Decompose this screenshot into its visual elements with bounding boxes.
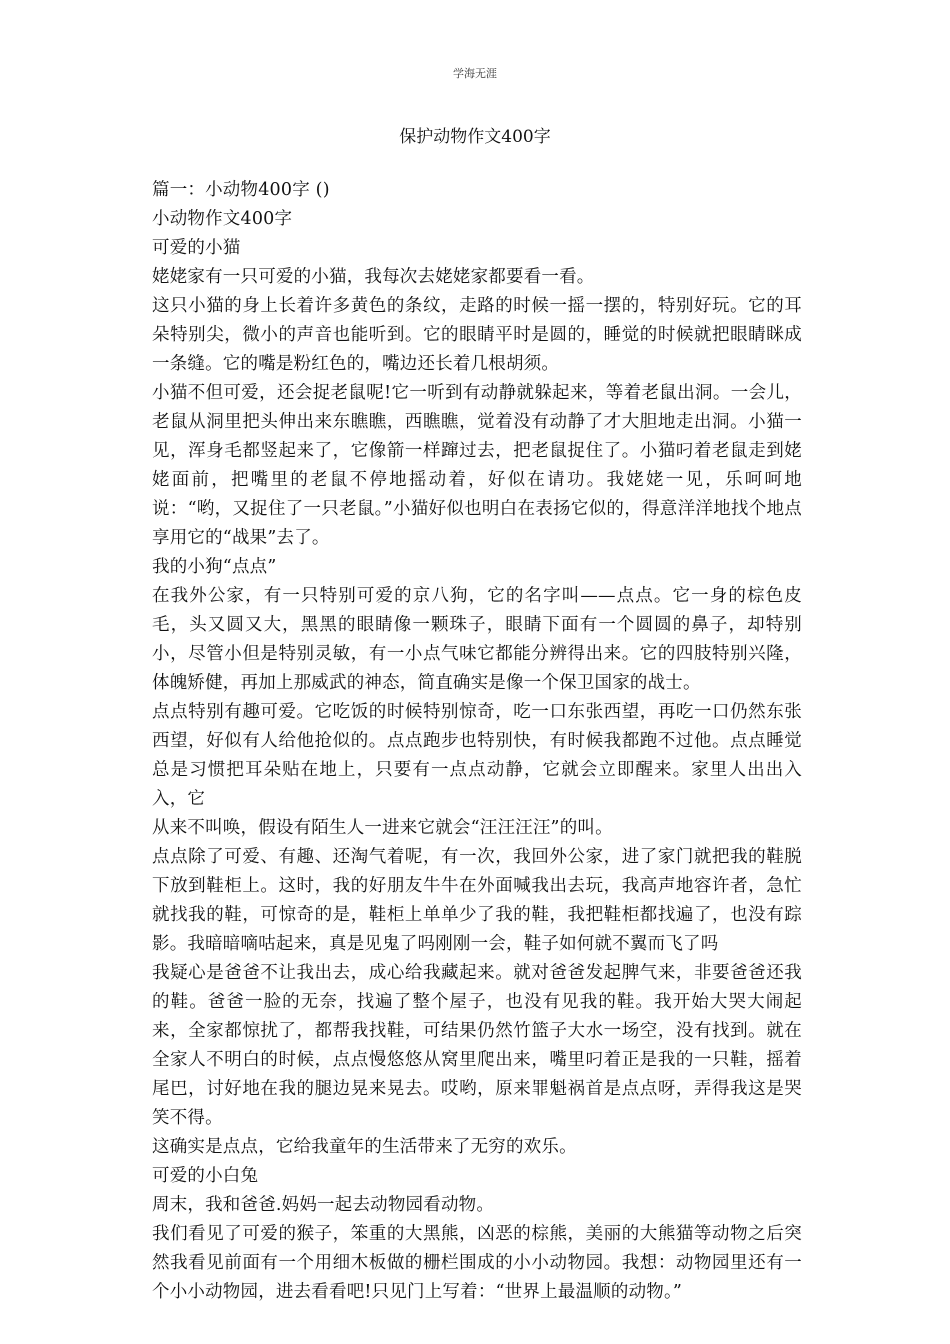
paragraph: 我的小狗“点点” [152, 557, 277, 577]
paragraph: 姥姥家有一只可爱的小猫，我每次去姥姥家都要看一看。 [152, 267, 595, 287]
paragraph: 在我外公家，有一只特别可爱的京八狗，它的名字叫——点点。它一身的棕色皮毛，头又圆又大，黑黑的眼睛像一颗珠子，眼睛下面有一个圆圆的鼻子，却特别小，尽管小但是特别灵敏，有一小点气味它都能分辨得出来。它的四肢特别兴隆，体魄矫健，再加上那威武的神态，简直确实是像一个保卫国家的战士。 [152, 586, 802, 693]
document-body [152, 176, 802, 1307]
paragraph: 小猫不但可爱，还会捉老鼠呢!它一听到有动静就躲起来，等着老鼠出洞。一会儿，老鼠从洞里把头伸出来东瞧瞧，西瞧瞧，觉着没有动静了才大胆地走出洞。小猫一见，浑身毛都竖起来了，它像箭一样蹿过去，把老鼠捉住了。小猫叼着老鼠走到姥姥面前，把嘴里的老鼠不停地摇动着，好似在请功。我姥姥一见，乐呵呵地说：“哟，又捉住了一只老鼠。”小猫好似也明白在表扬它似的，得意洋洋地找个地点享用它的“战果”去了。 [152, 383, 802, 548]
paragraph: 点点除了可爱、有趣、还淘气着呢，有一次，我回外公家，进了家门就把我的鞋脱下放到鞋柜上。这时，我的好朋友牛牛在外面喊我出去玩，我高声地容许者，急忙就找我的鞋，可惊奇的是，鞋柜上单单少了我的鞋，我把鞋柜都找遍了，也没有踪影。我暗暗嘀咕起来，真是见鬼了吗刚刚一会，鞋子如何就不翼而飞了吗 [152, 847, 802, 954]
paragraph: 可爱的小白兔 [152, 1166, 259, 1186]
paragraph: 小动物作文400字 [152, 209, 293, 229]
paragraph: 周末，我和爸爸.妈妈一起去动物园看动物。 [152, 1195, 495, 1215]
page-header: 学海无涯 [453, 67, 497, 80]
document-title: 保护动物作文400字 [399, 127, 551, 147]
paragraph: 从来不叫唤，假设有陌生人一进来它就会“汪汪汪汪”的叫。 [152, 818, 613, 838]
paragraph: 我们看见了可爱的猴子，笨重的大黑熊，凶恶的棕熊，美丽的大熊猫等动物之后突然我看见前面有一个用细木板做的栅栏围成的小小动物园。我想：动物园里还有一个小小动物园，进去看看吧!只见门上写着：“世界上最温顺的动物。” [152, 1224, 802, 1302]
paragraph: 这只小猫的身上长着许多黄色的条纹，走路的时候一摇一摆的，特别好玩。它的耳朵特别尖，微小的声音也能听到。它的眼睛平时是圆的，睡觉的时候就把眼睛眯成一条缝。它的嘴是粉红色的，嘴边还长着几根胡须。 [152, 296, 802, 374]
paragraph: 篇一：小动物400字 () [152, 180, 330, 200]
paragraph: 可爱的小猫 [152, 238, 241, 258]
paragraph: 这确实是点点，它给我童年的生活带来了无穷的欢乐。 [152, 1137, 577, 1157]
paragraph: 点点特别有趣可爱。它吃饭的时候特别惊奇，吃一口东张西望，再吃一口仍然东张西望，好似有人给他抢似的。点点跑步也特别快，有时候我都跑不过他。点点睡觉总是习惯把耳朵贴在地上，只要有一点点动静，它就会立即醒来。家里人出出入入，它 [152, 702, 802, 809]
paragraph: 我疑心是爸爸不让我出去，成心给我藏起来。就对爸爸发起脾气来，非要爸爸还我的鞋。爸爸一脸的无奈，找遍了整个屋子，也没有见我的鞋。我开始大哭大闹起来，全家都惊扰了，都帮我找鞋，可结果仍然竹篮子大水一场空，没有找到。就在全家人不明白的时候，点点慢悠悠从窝里爬出来，嘴里叼着正是我的一只鞋，摇着尾巴，讨好地在我的腿边晃来晃去。哎哟，原来罪魁祸首是点点呀，弄得我这是哭笑不得。 [152, 963, 802, 1128]
